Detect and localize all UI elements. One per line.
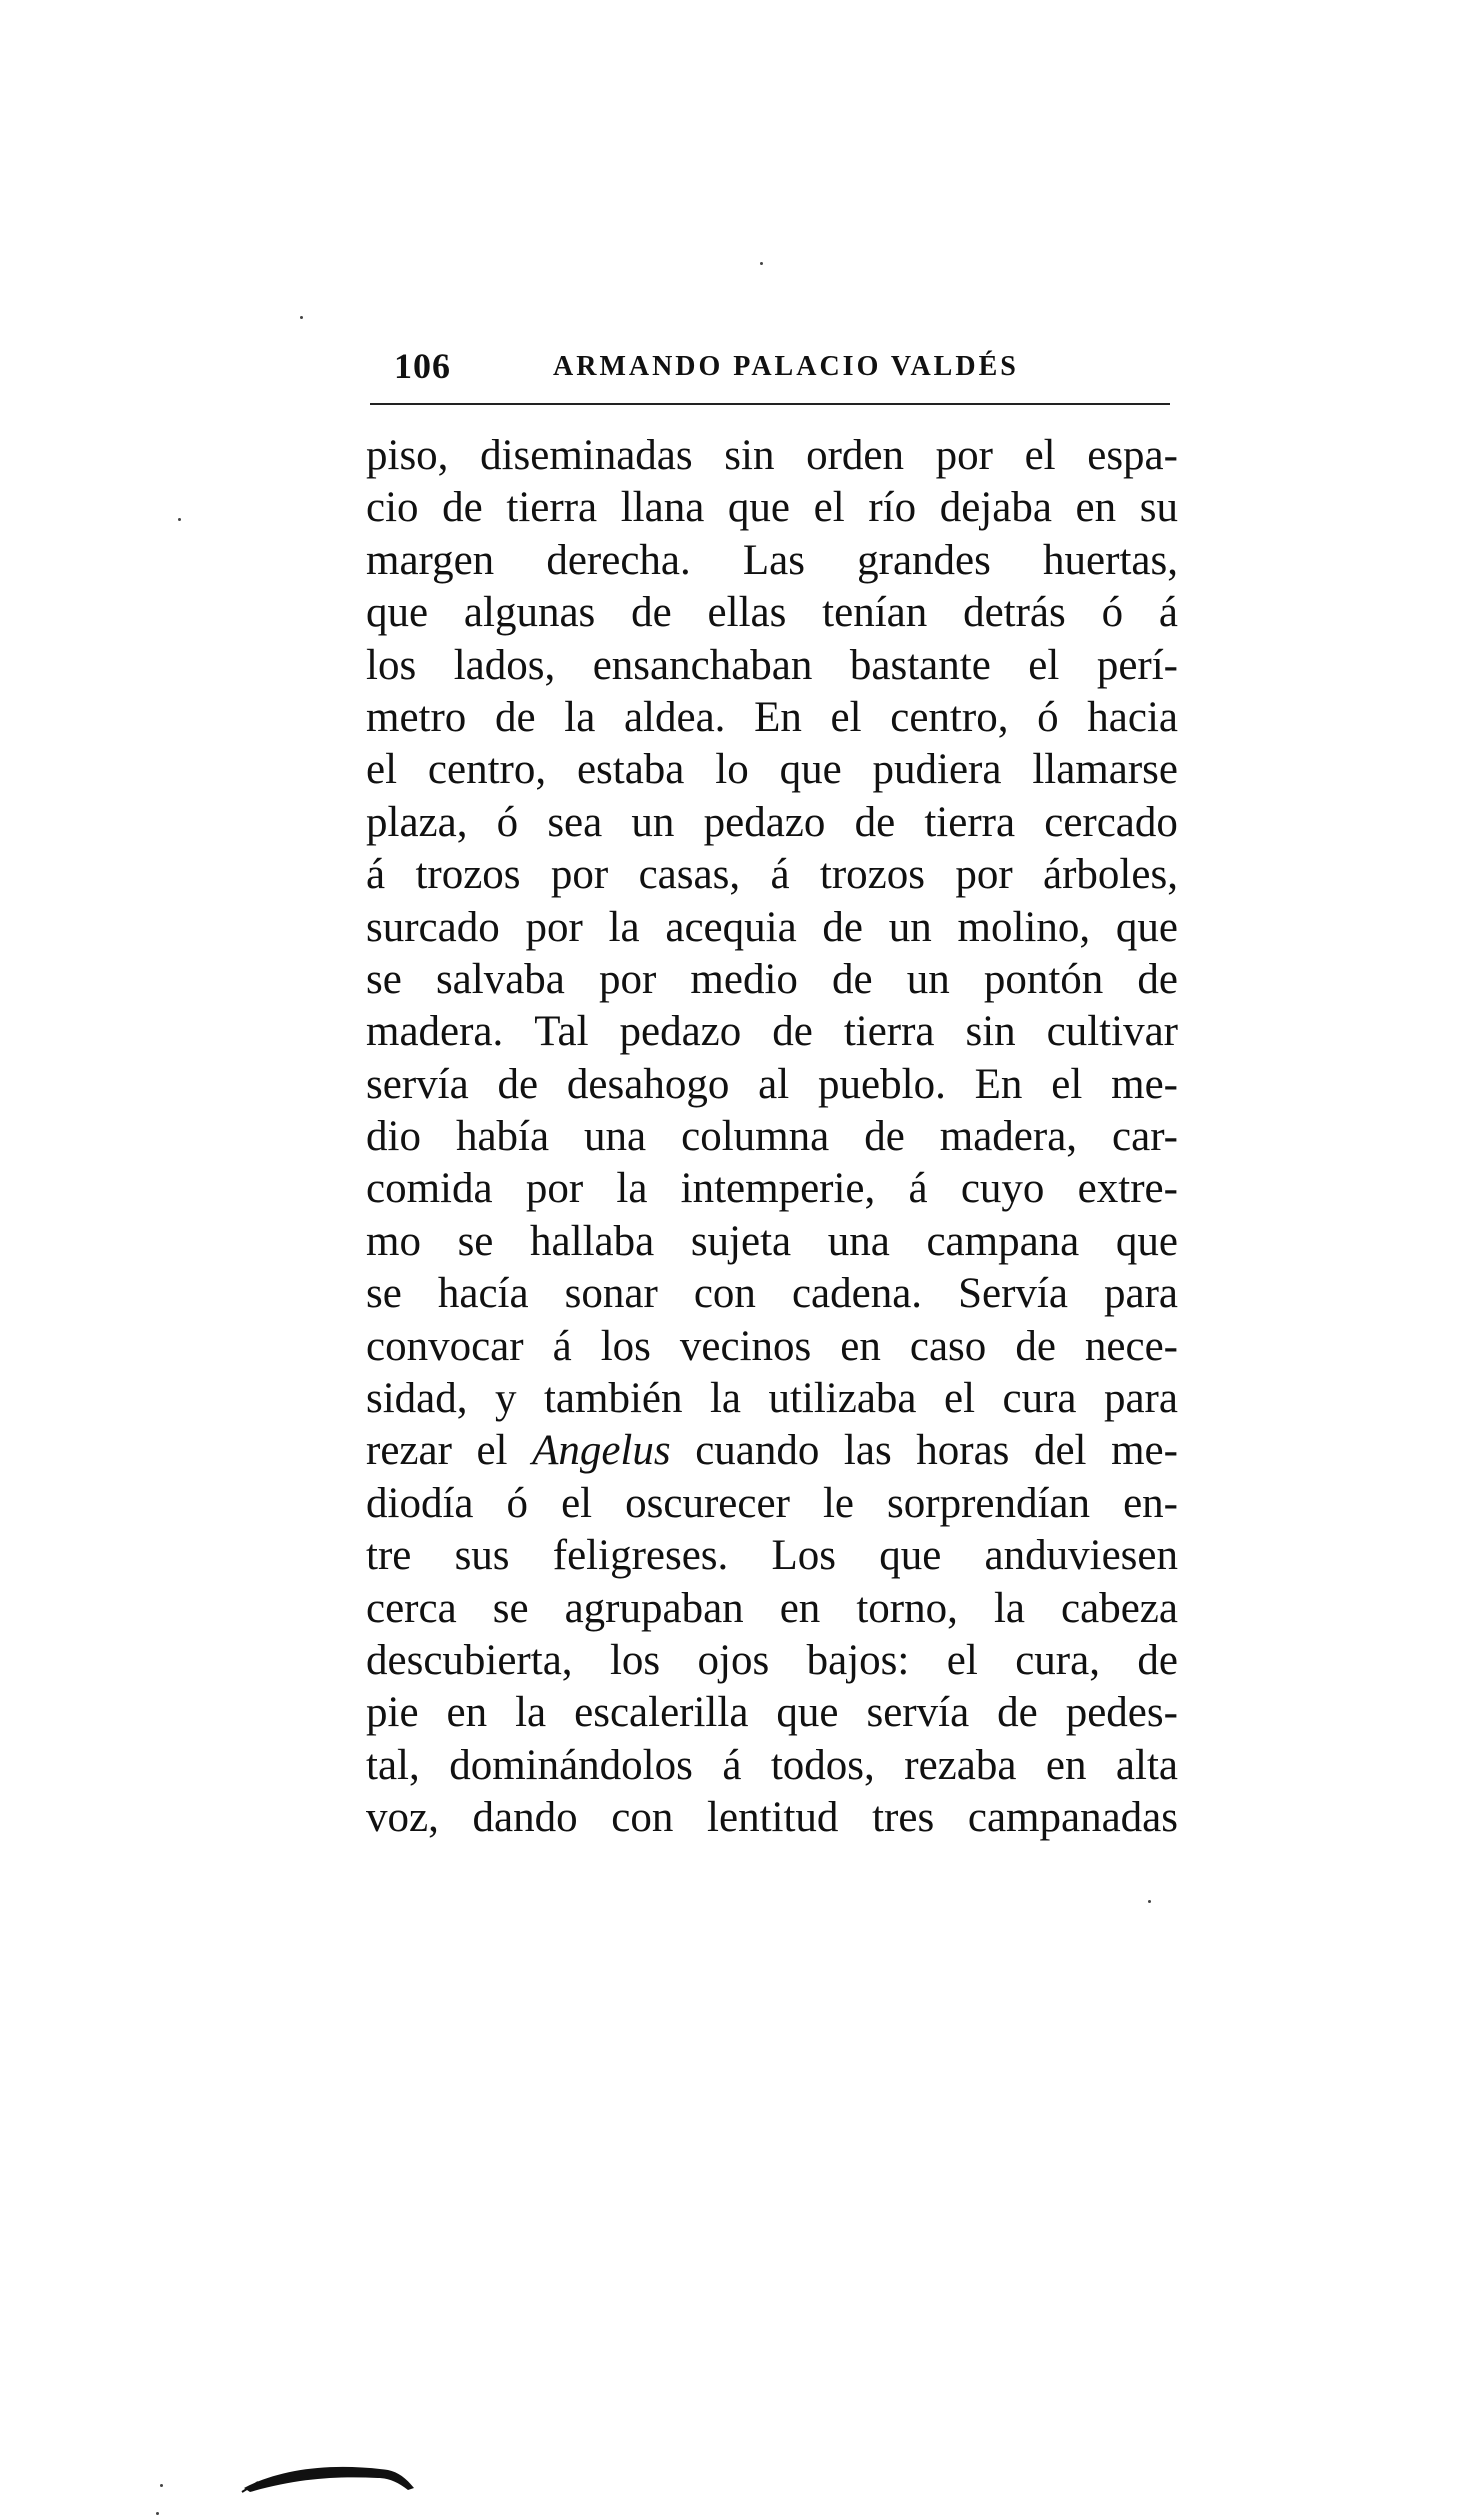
- word: grandes: [857, 536, 991, 584]
- word: bastante: [849, 641, 991, 689]
- word: llana: [620, 484, 705, 532]
- word: al: [758, 1060, 790, 1108]
- page-number: 106: [394, 346, 451, 386]
- word: con: [611, 1794, 674, 1842]
- word: tre: [366, 1532, 412, 1580]
- word: Los: [771, 1532, 836, 1580]
- text-line: [366, 1425, 1178, 1477]
- print-speck: [760, 262, 763, 265]
- word: de: [997, 1689, 1038, 1737]
- text-line: [366, 1111, 1178, 1163]
- word: el: [830, 693, 862, 741]
- word: rezar: [366, 1427, 452, 1475]
- text-line: [366, 535, 1178, 587]
- word: por: [525, 1165, 584, 1213]
- text-line: [366, 1059, 1178, 1111]
- word: tierra: [924, 798, 1016, 846]
- word: del: [1033, 1427, 1087, 1475]
- word: á: [552, 1322, 572, 1370]
- word: campana: [926, 1217, 1080, 1265]
- word: árboles,: [1043, 851, 1178, 899]
- word: en: [779, 1584, 821, 1632]
- word: la: [608, 903, 640, 951]
- word: voz,: [366, 1794, 439, 1842]
- word: que: [776, 1689, 839, 1737]
- word: plaza,: [366, 798, 468, 846]
- word: oscurecer: [625, 1479, 790, 1527]
- word: que: [1115, 903, 1178, 951]
- word: á: [770, 851, 790, 899]
- word: anduviesen: [984, 1532, 1178, 1580]
- text-line: [366, 430, 1178, 482]
- word: á: [908, 1165, 928, 1213]
- word: derecha.: [546, 536, 691, 584]
- word: feligreses.: [552, 1532, 729, 1580]
- word: detrás: [963, 589, 1066, 637]
- word: llamarse: [1032, 746, 1178, 794]
- word: metro: [366, 693, 467, 741]
- word: que: [366, 589, 429, 637]
- word: que: [1115, 1217, 1178, 1265]
- print-speck: [300, 316, 303, 319]
- word: de: [497, 1060, 539, 1108]
- word: servía: [866, 1689, 970, 1737]
- word: lo: [715, 746, 749, 794]
- word: cuando: [695, 1427, 820, 1475]
- word: cabeza: [1061, 1584, 1178, 1632]
- text-line: [366, 640, 1178, 692]
- word: ó: [496, 798, 519, 846]
- word: pontón: [983, 955, 1104, 1003]
- word: piso,: [366, 432, 449, 479]
- print-speck: [178, 518, 181, 521]
- word: por: [955, 851, 1013, 899]
- word: desahogo: [566, 1060, 730, 1108]
- word: espa-: [1087, 432, 1178, 479]
- word: vecinos: [679, 1322, 812, 1370]
- text-line: [366, 1687, 1178, 1739]
- word: comida: [366, 1165, 493, 1213]
- word: se: [492, 1584, 529, 1632]
- word: sonar: [564, 1270, 658, 1318]
- print-speck: [160, 2484, 163, 2487]
- word: margen: [366, 536, 495, 584]
- word: casas,: [638, 851, 741, 899]
- word: ellas: [707, 589, 787, 637]
- word: cura: [1002, 1375, 1077, 1423]
- word: á: [1158, 589, 1178, 637]
- word: en: [1075, 484, 1117, 532]
- word: tenían: [822, 589, 928, 637]
- word: extre-: [1077, 1165, 1178, 1213]
- word: salvaba: [435, 955, 565, 1003]
- word: rezaba: [904, 1741, 1017, 1789]
- word: trozos: [819, 851, 925, 899]
- word: pudiera: [872, 746, 1002, 794]
- text-line: [366, 1478, 1178, 1530]
- word: molino,: [957, 903, 1091, 951]
- text-line: [366, 1321, 1178, 1373]
- word: dominándolos: [449, 1741, 693, 1789]
- word: de: [494, 693, 536, 741]
- word: diseminadas: [480, 432, 693, 479]
- word: pedes-: [1065, 1689, 1178, 1737]
- word: el: [476, 1427, 508, 1475]
- word: una: [584, 1113, 647, 1161]
- page-header: [370, 345, 1170, 395]
- word: un: [888, 903, 932, 951]
- word: río: [868, 484, 917, 532]
- word: car-: [1112, 1113, 1178, 1161]
- text-line: [366, 1268, 1178, 1320]
- word: cura,: [1015, 1636, 1100, 1684]
- text-line: [366, 1373, 1178, 1425]
- word: descubierta,: [366, 1636, 573, 1684]
- word: en: [840, 1322, 881, 1370]
- word: En: [754, 693, 802, 741]
- word: se: [366, 955, 402, 1003]
- word: sea: [547, 798, 603, 846]
- text-line: [366, 1216, 1178, 1268]
- word: cuyo: [960, 1165, 1045, 1213]
- word: algunas: [463, 589, 596, 637]
- word: cultivar: [1046, 1008, 1178, 1056]
- print-speck: [1148, 1900, 1151, 1903]
- word: cerca: [366, 1584, 457, 1632]
- word: para: [1104, 1270, 1178, 1318]
- word: en-: [1123, 1479, 1178, 1527]
- word: ó: [1037, 693, 1059, 741]
- word: se: [366, 1270, 402, 1318]
- text-line: [366, 1635, 1178, 1687]
- word: por: [598, 955, 657, 1003]
- word: pedazo: [703, 798, 826, 846]
- word: el: [943, 1375, 976, 1423]
- word: el: [946, 1636, 978, 1684]
- text-line: [366, 1792, 1178, 1844]
- word: intemperie,: [680, 1165, 876, 1213]
- word: por: [935, 432, 993, 479]
- word: la: [564, 693, 596, 741]
- word: que: [779, 746, 842, 794]
- word: mo: [366, 1217, 421, 1265]
- word: torno,: [856, 1584, 958, 1632]
- header-rule: [370, 403, 1170, 405]
- word: Servía: [958, 1270, 1068, 1318]
- word: ó: [1101, 589, 1124, 637]
- word: en: [446, 1689, 488, 1737]
- text-line: [366, 482, 1178, 534]
- word: en: [1045, 1741, 1087, 1789]
- word: también: [543, 1375, 683, 1423]
- word: el: [1028, 641, 1060, 689]
- word: sujeta: [690, 1217, 792, 1265]
- word: para: [1103, 1375, 1178, 1423]
- word: dejaba: [939, 484, 1052, 532]
- word: dio: [366, 1113, 421, 1161]
- word: sidad,: [366, 1375, 468, 1423]
- word: su: [1139, 484, 1178, 532]
- text-line: [366, 1583, 1178, 1635]
- word: acequia: [665, 903, 797, 951]
- word: el: [561, 1479, 593, 1527]
- word: el: [813, 484, 845, 532]
- word: el: [1051, 1060, 1083, 1108]
- word: huertas,: [1043, 536, 1178, 584]
- word: un: [906, 955, 950, 1003]
- word: de: [772, 1008, 813, 1056]
- word: lentitud: [707, 1794, 839, 1842]
- word: á: [722, 1741, 742, 1789]
- word: sin: [965, 1008, 1016, 1056]
- word: las: [843, 1427, 892, 1475]
- word: dando: [472, 1794, 578, 1842]
- word: pueblo.: [818, 1060, 946, 1108]
- text-line: [366, 744, 1178, 796]
- word: nece-: [1084, 1322, 1178, 1370]
- word: que: [727, 484, 791, 532]
- word: tal,: [366, 1741, 420, 1789]
- word: diodía: [366, 1479, 474, 1527]
- word: había: [455, 1113, 550, 1161]
- word: ojos: [697, 1636, 770, 1684]
- running-head: ARMANDO PALACIO VALDÉS: [553, 351, 1019, 382]
- word: centro,: [890, 693, 1009, 741]
- word: madera.: [366, 1008, 504, 1056]
- word: servía: [366, 1060, 469, 1108]
- word: horas: [916, 1427, 1010, 1475]
- word: aldea.: [623, 693, 726, 741]
- text-line: [366, 692, 1178, 744]
- text-line: [366, 1163, 1178, 1215]
- word: pedazo: [619, 1008, 742, 1056]
- word: columna: [681, 1113, 830, 1161]
- word: hacia: [1087, 693, 1178, 741]
- word: En: [974, 1060, 1023, 1108]
- word: tres: [872, 1794, 935, 1842]
- text-line: [366, 1530, 1178, 1582]
- word: de: [822, 903, 863, 951]
- word: surcado: [366, 903, 500, 951]
- word: caso: [909, 1322, 987, 1370]
- word: agrupaban: [564, 1584, 744, 1632]
- word: un: [631, 798, 675, 846]
- word: cio: [366, 484, 419, 532]
- word: cadena.: [791, 1270, 923, 1318]
- word: me-: [1111, 1427, 1178, 1475]
- word: de: [864, 1113, 905, 1161]
- word: por: [550, 851, 609, 899]
- word: sorprendían: [887, 1479, 1091, 1527]
- word: de: [631, 589, 672, 637]
- word: pie: [366, 1689, 419, 1737]
- word: de: [442, 484, 483, 532]
- text-line: [366, 797, 1178, 849]
- word: que: [879, 1532, 942, 1580]
- word: sin: [724, 432, 775, 479]
- word: se: [457, 1217, 494, 1265]
- text-line: [366, 1006, 1178, 1058]
- word: me-: [1111, 1060, 1178, 1108]
- word: tierra: [506, 484, 598, 532]
- word: escalerilla: [574, 1689, 749, 1737]
- word: el: [1024, 432, 1056, 479]
- word: le: [822, 1479, 854, 1527]
- word: tierra: [843, 1008, 935, 1056]
- word: de: [1015, 1322, 1056, 1370]
- word: medio: [690, 955, 798, 1003]
- word: estaba: [576, 746, 685, 794]
- word: la: [709, 1375, 741, 1423]
- text-line: [366, 587, 1178, 639]
- word: hacía: [437, 1270, 529, 1318]
- word: utilizaba: [768, 1375, 917, 1423]
- ink-smudge: [238, 2448, 428, 2508]
- word: los: [609, 1636, 661, 1684]
- word: de: [832, 955, 873, 1003]
- word: trozos: [415, 851, 521, 899]
- word: perí-: [1096, 641, 1178, 689]
- word: por: [525, 903, 583, 951]
- word: madera,: [939, 1113, 1078, 1161]
- text-line: [366, 1740, 1178, 1792]
- word: sus: [454, 1532, 510, 1580]
- word: lados,: [453, 641, 556, 689]
- word: de: [1137, 1636, 1178, 1684]
- word: campanadas: [967, 1794, 1178, 1842]
- word: los: [366, 641, 417, 689]
- body-text: [366, 430, 1178, 1845]
- word: la: [993, 1584, 1025, 1632]
- word: la: [616, 1165, 648, 1213]
- word: ensanchaban: [592, 641, 813, 689]
- word: de: [1137, 955, 1178, 1003]
- word: centro,: [427, 746, 547, 794]
- word: ó: [506, 1479, 529, 1527]
- word: Tal: [534, 1008, 589, 1056]
- word: Angelus: [532, 1427, 671, 1475]
- text-line: [366, 902, 1178, 954]
- word: alta: [1115, 1741, 1178, 1789]
- word: orden: [806, 432, 904, 479]
- word: Las: [742, 536, 805, 584]
- word: hallaba: [530, 1217, 655, 1265]
- word: bajos:: [806, 1636, 910, 1684]
- word: y: [495, 1375, 517, 1423]
- word: la: [515, 1689, 547, 1737]
- word: una: [827, 1217, 890, 1265]
- word: de: [854, 798, 896, 846]
- text-line: [366, 954, 1178, 1006]
- text-line: [366, 849, 1178, 901]
- word: convocar: [366, 1322, 524, 1370]
- word: con: [693, 1270, 756, 1318]
- word: el: [366, 746, 398, 794]
- word: á: [366, 851, 386, 899]
- word: los: [600, 1322, 651, 1370]
- word: cercado: [1044, 798, 1178, 846]
- word: todos,: [770, 1741, 875, 1789]
